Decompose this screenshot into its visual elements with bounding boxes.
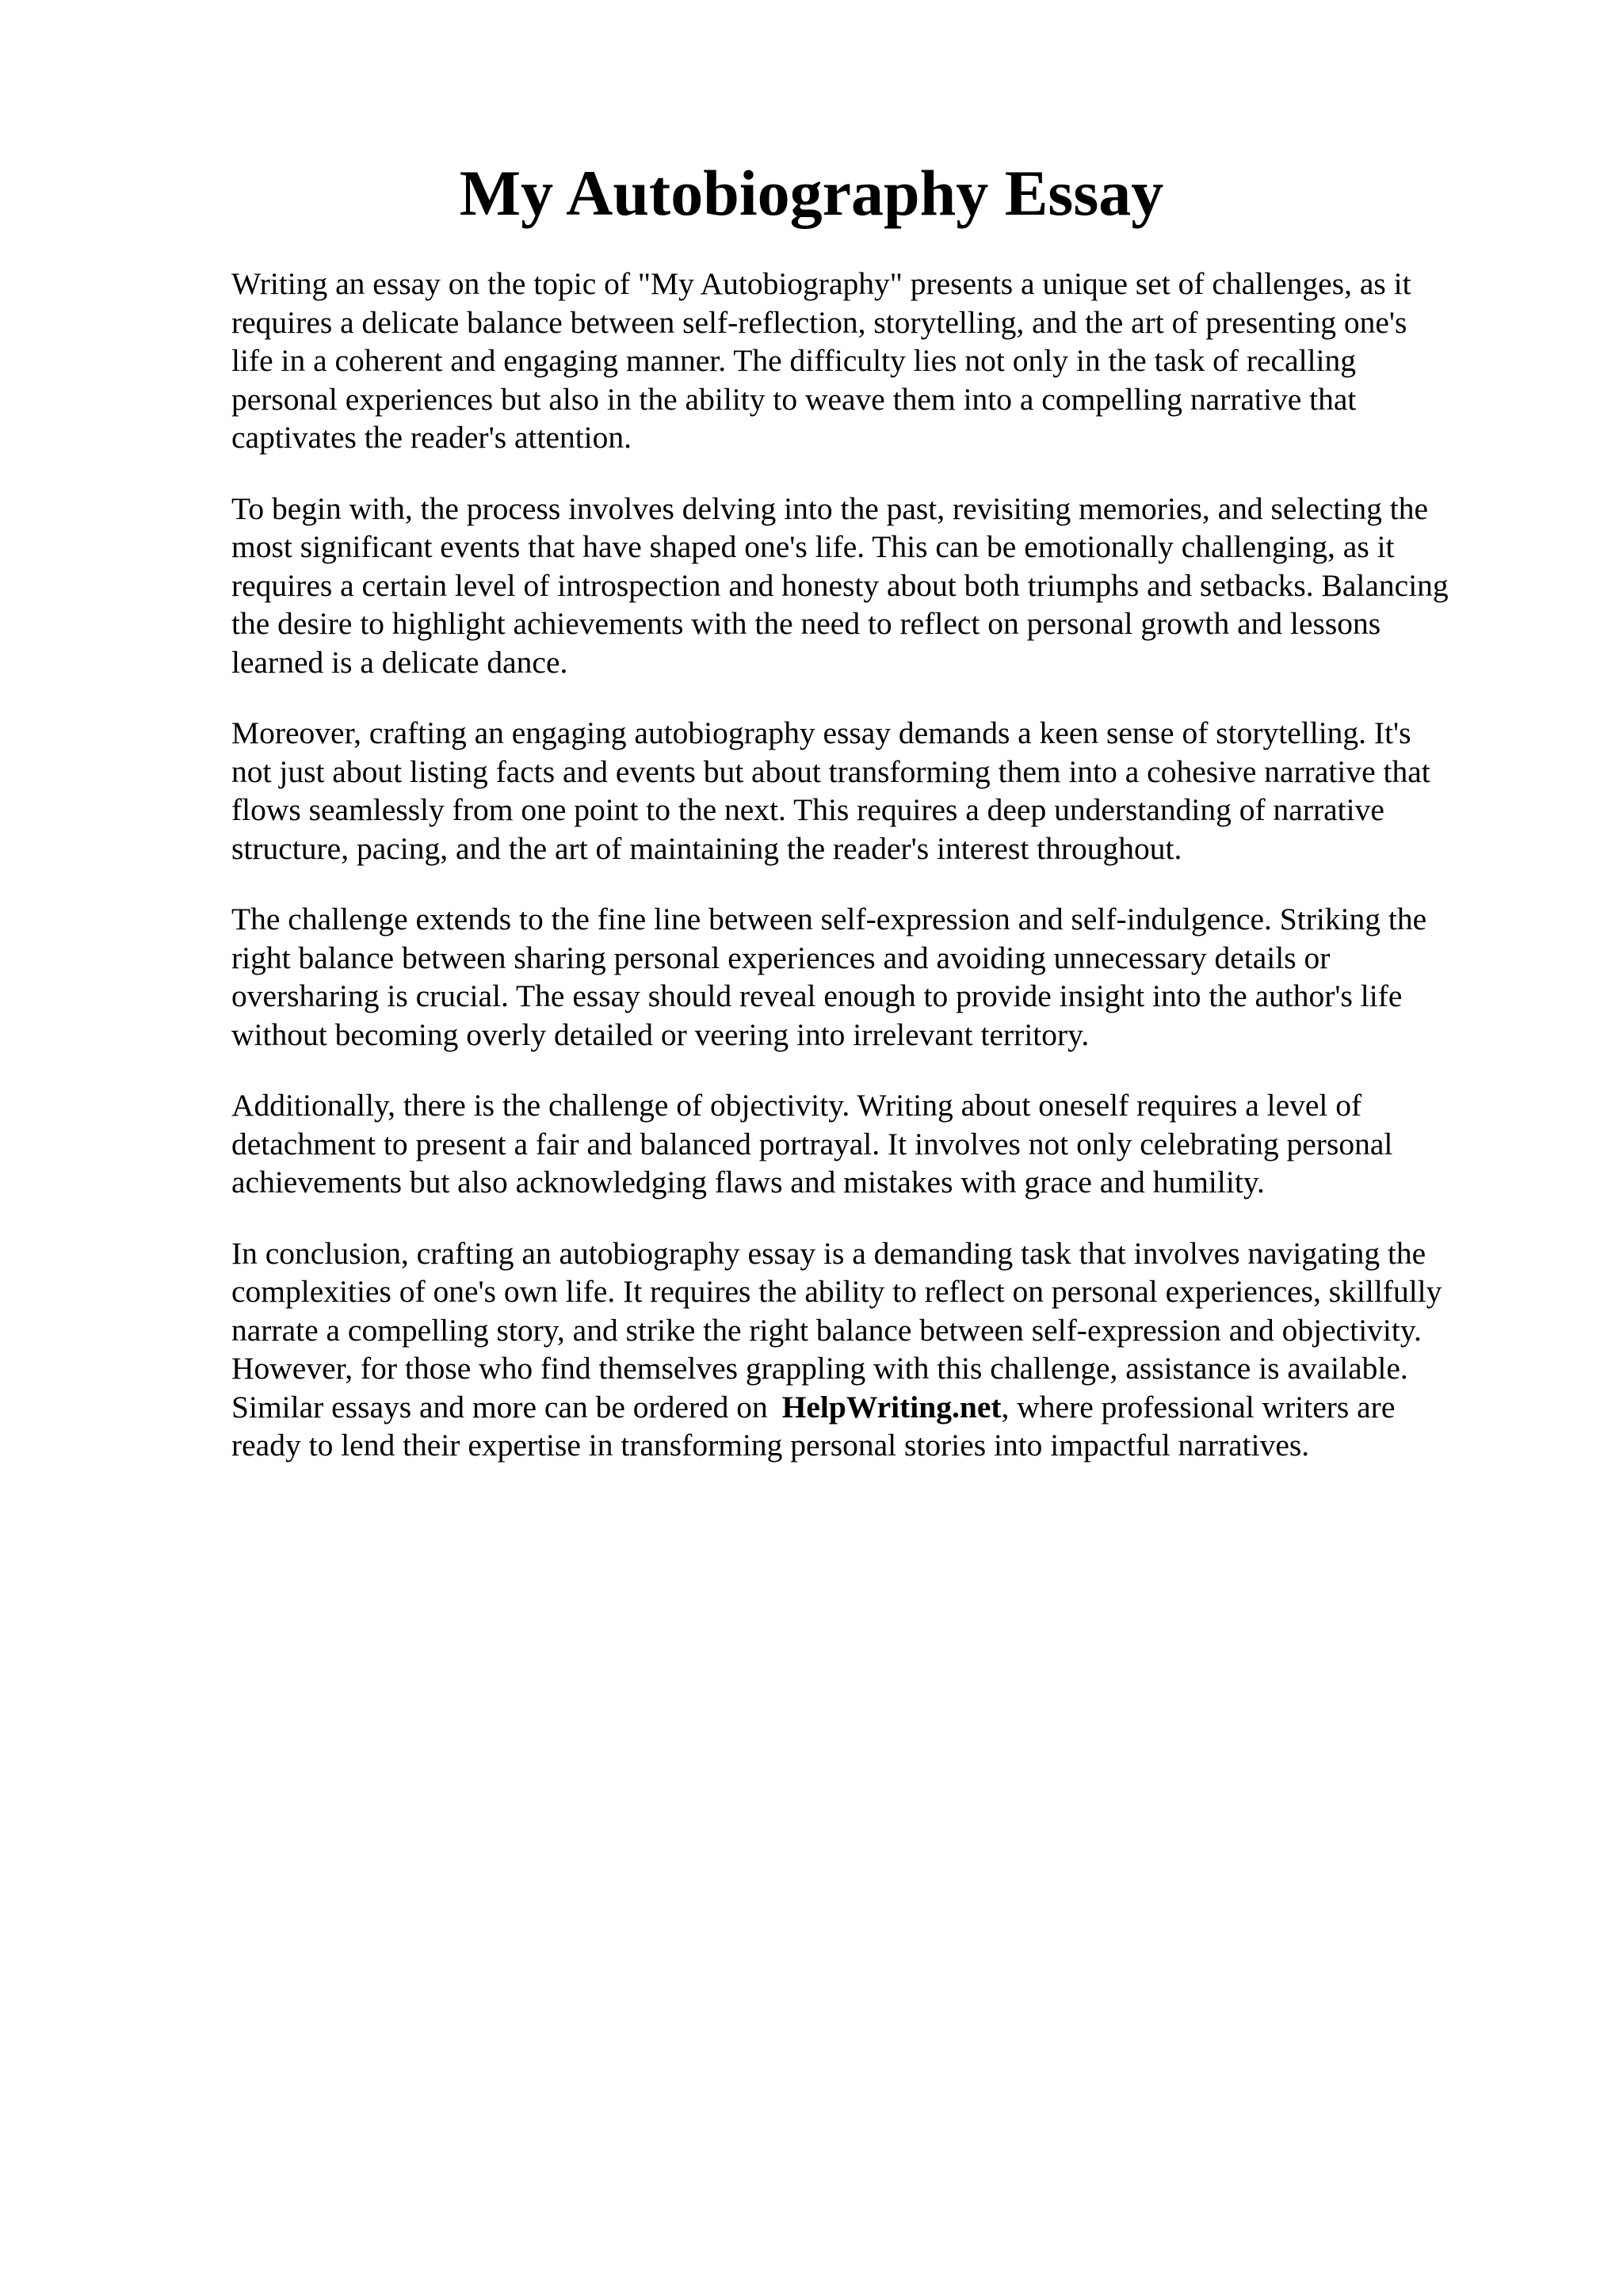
paragraph-conclusion xyxy=(231,1234,1531,1465)
text-line: Additionally, there is the challenge of objectivity. Writing about oneself requires a level of xyxy=(231,1088,1362,1123)
text-line: structure, pacing, and the art of maintaining the reader's interest throughout. xyxy=(231,830,1182,866)
text-line: without becoming overly detailed or veering into irrelevant territory. xyxy=(231,1016,1090,1052)
paragraph-5 xyxy=(231,1086,1531,1202)
paragraph-1 xyxy=(231,265,1531,457)
text-line: To begin with, the process involves delving into the past, revisiting memories, and selecting the xyxy=(231,490,1429,526)
text-line: requires a certain level of introspection and honesty about both triumphs and setbacks. Balancing xyxy=(231,567,1449,603)
text-line: life in a coherent and engaging manner. The difficulty lies not only in the task of recalling xyxy=(231,343,1357,378)
text-line: detachment to present a fair and balanced portrayal. It involves not only celebrating personal xyxy=(231,1126,1393,1161)
paragraph-4 xyxy=(231,900,1531,1054)
text-line: the desire to highlight achievements with the need to reflect on personal growth and lessons xyxy=(231,606,1381,641)
link-lead-text: Similar essays and more can be ordered on xyxy=(231,1389,776,1425)
text-line: ready to lend their expertise in transforming personal stories into impactful narratives. xyxy=(231,1428,1310,1463)
text-line: captivates the reader's attention. xyxy=(231,420,632,455)
text-line: learned is a delicate dance. xyxy=(231,644,568,680)
text-line: Moreover, crafting an engaging autobiography essay demands a keen sense of storytelling. It's xyxy=(231,715,1411,750)
text-line: narrate a compelling story, and strike the right balance between self-expression and objectivity. xyxy=(231,1312,1422,1348)
essay-body xyxy=(231,265,1531,1497)
page-title: My Autobiography Essay xyxy=(459,157,1164,229)
text-line: personal experiences but also in the ability to weave them into a compelling narrative that xyxy=(231,381,1357,417)
text-line: right balance between sharing personal experiences and avoiding unnecessary details or xyxy=(231,940,1331,975)
text-line: oversharing is crucial. The essay should reveal enough to provide insight into the author's life xyxy=(231,978,1403,1013)
text-line: However, for those who find themselves grappling with this challenge, assistance is available. xyxy=(231,1351,1408,1386)
paragraph-2 xyxy=(231,490,1531,682)
text-line: achievements but also acknowledging flaws and mistakes with grace and humility. xyxy=(231,1165,1265,1199)
text-line: complexities of one's own life. It requires the ability to reflect on personal experiences, skillfully xyxy=(231,1274,1442,1309)
text-line: The challenge extends to the fine line between self-expression and self-indulgence. Striking the xyxy=(231,902,1427,936)
text-line: most significant events that have shaped one's life. This can be emotionally challenging, as it xyxy=(231,529,1395,564)
text-line: flows seamlessly from one point to the next. This requires a deep understanding of narrative xyxy=(231,792,1384,827)
text-line: requires a delicate balance between self-reflection, storytelling, and the art of presenting one's xyxy=(231,304,1407,340)
link-trailing-text: , where professional writers are xyxy=(1001,1389,1396,1425)
text-line: Writing an essay on the topic of "My Autobiography" presents a unique set of challenges, as it xyxy=(231,266,1411,301)
paragraph-3 xyxy=(231,714,1531,868)
text-line: not just about listing facts and events but about transforming them into a cohesive narrative that xyxy=(231,753,1430,789)
text-line: In conclusion, crafting an autobiography essay is a demanding task that involves navigating the xyxy=(231,1235,1426,1271)
helpwriting-link[interactable]: HelpWriting.net xyxy=(781,1389,1002,1425)
text-line-with-link xyxy=(231,1388,1531,1427)
